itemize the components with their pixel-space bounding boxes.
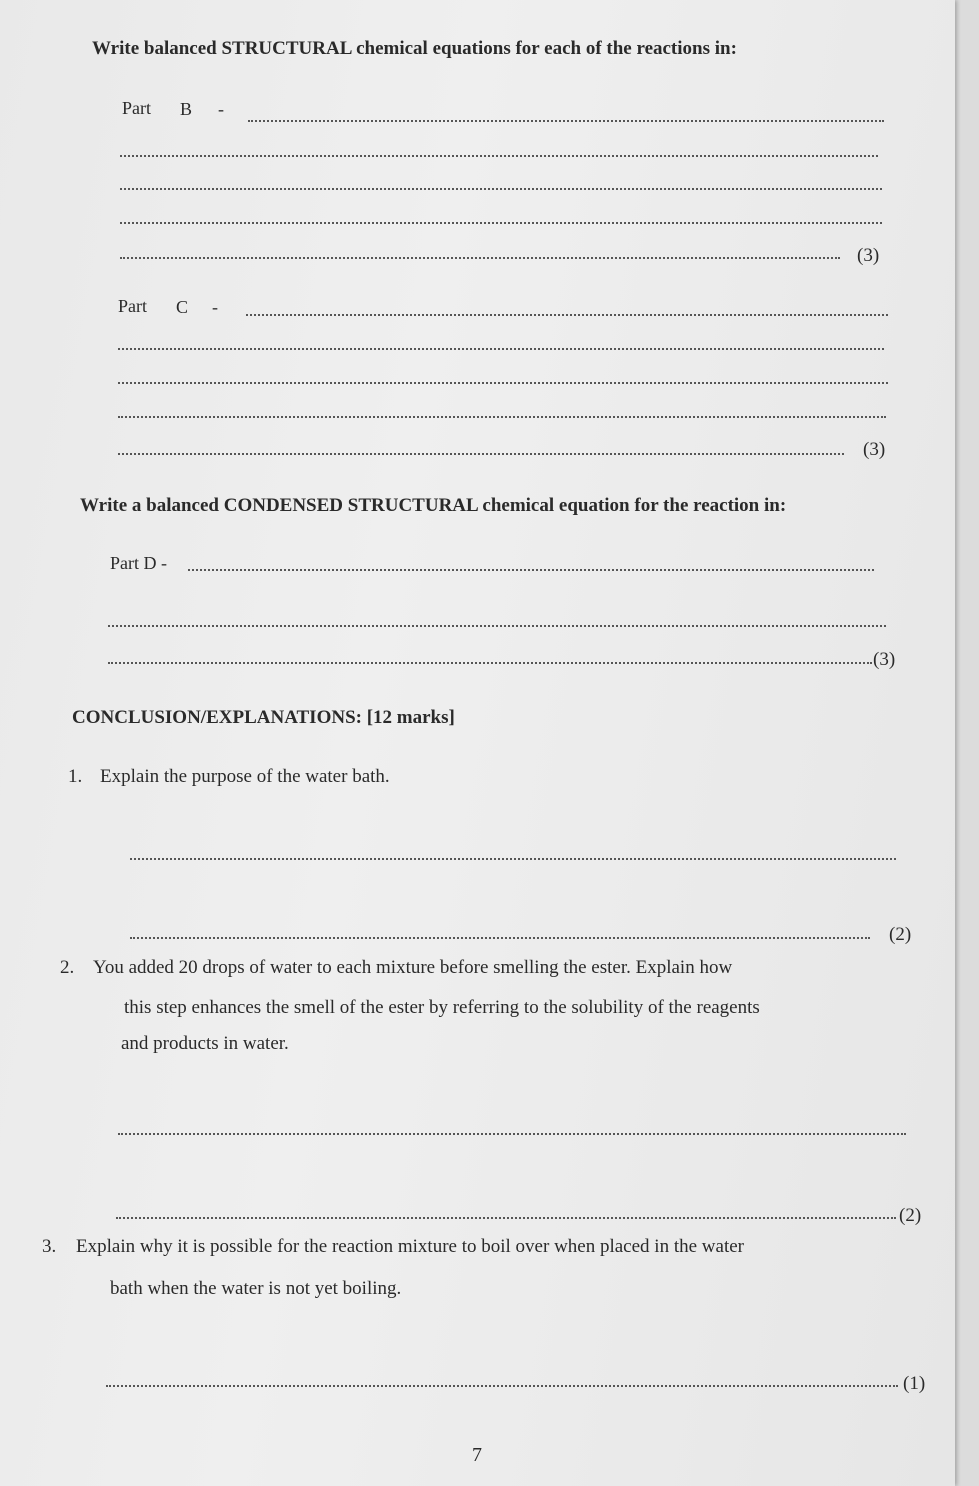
part-b-label: Part	[122, 98, 151, 118]
question-text: Explain the purpose of the water bath.	[100, 766, 390, 787]
answer-line[interactable]	[120, 257, 840, 259]
answer-line[interactable]	[118, 453, 844, 455]
answer-line[interactable]	[120, 155, 878, 157]
conclusion-heading: CONCLUSION/EXPLANATIONS: [12 marks]	[72, 707, 455, 728]
part-b-dash: -	[218, 99, 224, 119]
part-d-label: Part D -	[110, 553, 167, 573]
question-2-marks: (2)	[899, 1205, 922, 1226]
answer-line[interactable]	[120, 188, 882, 190]
answer-line[interactable]	[118, 1133, 906, 1135]
part-b-letter: B	[180, 99, 193, 119]
answer-line[interactable]	[120, 222, 882, 224]
answer-line[interactable]	[118, 348, 884, 350]
answer-line[interactable]	[106, 1385, 898, 1387]
part-c-dash: -	[212, 297, 218, 317]
part-c-label: Part	[118, 296, 147, 316]
answer-line[interactable]	[248, 120, 884, 122]
answer-line[interactable]	[130, 858, 896, 860]
question-number: 3.	[42, 1236, 57, 1257]
answer-line[interactable]	[246, 314, 888, 316]
part-d-marks: (3)	[873, 649, 896, 670]
answer-line[interactable]	[118, 416, 886, 418]
answer-line[interactable]	[118, 382, 888, 384]
answer-line[interactable]	[108, 625, 886, 627]
answer-line[interactable]	[188, 569, 874, 571]
question-text: bath when the water is not yet boiling.	[110, 1278, 402, 1299]
part-c-letter: C	[176, 297, 189, 317]
question-text: this step enhances the smell of the ester by referring to the solubility of the reagents	[124, 997, 760, 1018]
structural-instruction: Write balanced STRUCTURAL chemical equations for each of the reactions in:	[92, 38, 737, 59]
part-c-marks: (3)	[863, 439, 886, 460]
answer-line[interactable]	[116, 1217, 896, 1219]
question-number: 1.	[68, 766, 83, 787]
condensed-instruction: Write a balanced CONDENSED STRUCTURAL chemical equation for the reaction in:	[80, 495, 787, 516]
answer-line[interactable]	[108, 662, 872, 664]
answer-line[interactable]	[130, 937, 870, 939]
question-text: You added 20 drops of water to each mixture before smelling the ester. Explain how	[93, 957, 733, 978]
question-text: Explain why it is possible for the reaction mixture to boil over when placed in the water	[76, 1236, 744, 1257]
question-1-marks: (2)	[889, 924, 912, 945]
question-text: and products in water.	[121, 1033, 289, 1054]
question-3-marks: (1)	[903, 1373, 926, 1394]
part-b-marks: (3)	[857, 245, 880, 266]
page-number: 7	[472, 1444, 482, 1466]
question-number: 2.	[60, 957, 75, 978]
